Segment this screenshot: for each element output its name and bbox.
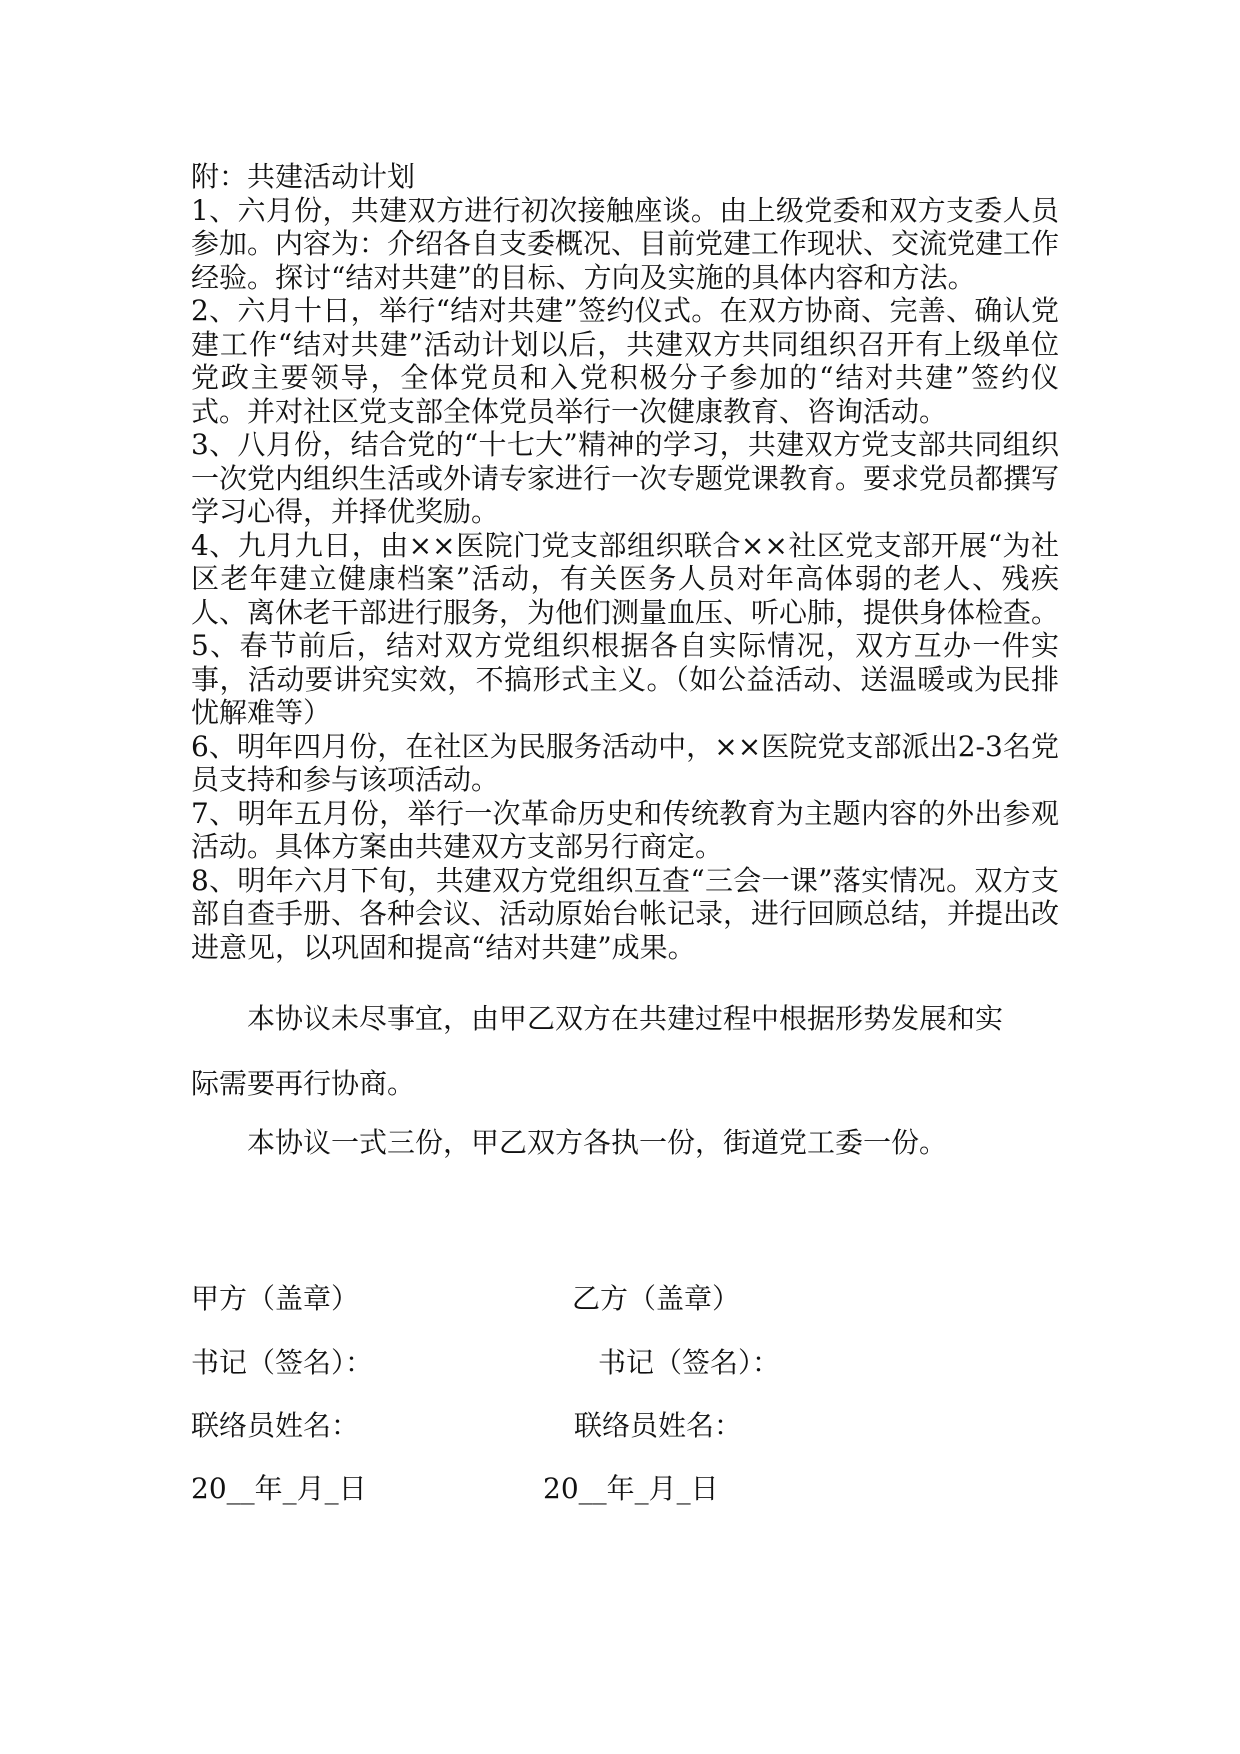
party-b-seal: 乙方（盖章） — [572, 1282, 741, 1315]
plan-heading: 附：共建活动计划 — [191, 160, 416, 193]
plan-item: 1、六月份，共建双方进行初次接触座谈。由上级党委和双方支委人员参加。内容为：介绍各自支委概况、目前党建工作现状、交流党建工作经验。探讨“结对共建”的目标、方向及实施的具体内容和方法。 — [191, 193, 1060, 294]
activity-plan — [191, 160, 1059, 964]
party-a-liaison: 联络员姓名： — [191, 1409, 360, 1442]
plan-item: 6、明年四月份，在社区为民服务活动中，××医院党支部派出2-3名党员支持和参与该项活动。 — [191, 729, 1059, 796]
plan-item: 7、明年五月份，举行一次革命历史和传统教育为主题内容的外出参观活动。具体方案由共建双方支部另行商定。 — [191, 796, 1059, 863]
party-b-date: 20__年_月_日 — [543, 1472, 719, 1505]
copies-clause-text: 本协议一式三份，甲乙双方各执一份，街道党工委一份。 — [247, 1126, 948, 1159]
plan-item: 5、春节前后，结对双方党组织根据各自实际情况，双方互办一件实事，活动要讲究实效，不搞形式主义。（如公益活动、送温暖或为民排忧解难等） — [191, 629, 1059, 729]
party-a-seal: 甲方（盖章） — [191, 1282, 360, 1315]
plan-item: 4、九月九日，由××医院门党支部组织联合××社区党支部开展“为社区老年建立健康档案”活动，有关医务人员对年高体弱的老人、残疾人、离休老干部进行服务，为他们测量血压、听心肺，提供身体检查。 — [191, 528, 1060, 629]
closing-clause-line: 本协议未尽事宜，由甲乙双方在共建过程中根据形势发展和实 — [247, 1002, 1004, 1035]
party-b-liaison: 联络员姓名： — [574, 1409, 743, 1442]
party-b-secretary: 书记（签名）： — [598, 1346, 781, 1379]
party-a-secretary: 书记（签名）： — [191, 1346, 374, 1379]
plan-item: 3、八月份，结合党的“十七大”精神的学习，共建双方党支部共同组织一次党内组织生活或外请专家进行一次专题党课教育。要求党员都撰写学习心得，并择优奖励。 — [191, 428, 1060, 528]
plan-item: 2、六月十日，举行“结对共建”签约仪式。在双方协商、完善、确认党建工作“结对共建”活动计划以后，共建双方共同组织召开有上级单位党政主要领导，全体党员和入党积极分子参加的“结对共建”签约仪式。并对社区党支部全体党员举行一次健康教育、咨询活动。 — [191, 294, 1059, 428]
copies-clause — [191, 1126, 1059, 1160]
party-a-date: 20__年_月_日 — [191, 1472, 367, 1505]
plan-item: 8、明年六月下旬，共建双方党组织互查“三会一课”落实情况。双方支部自查手册、各种会议、活动原始台帐记录，进行回顾总结，并提出改进意见，以巩固和提高“结对共建”成果。 — [191, 863, 1060, 964]
closing-clause-line: 际需要再行协商。 — [191, 1066, 416, 1100]
closing-clause — [191, 1002, 1059, 1100]
